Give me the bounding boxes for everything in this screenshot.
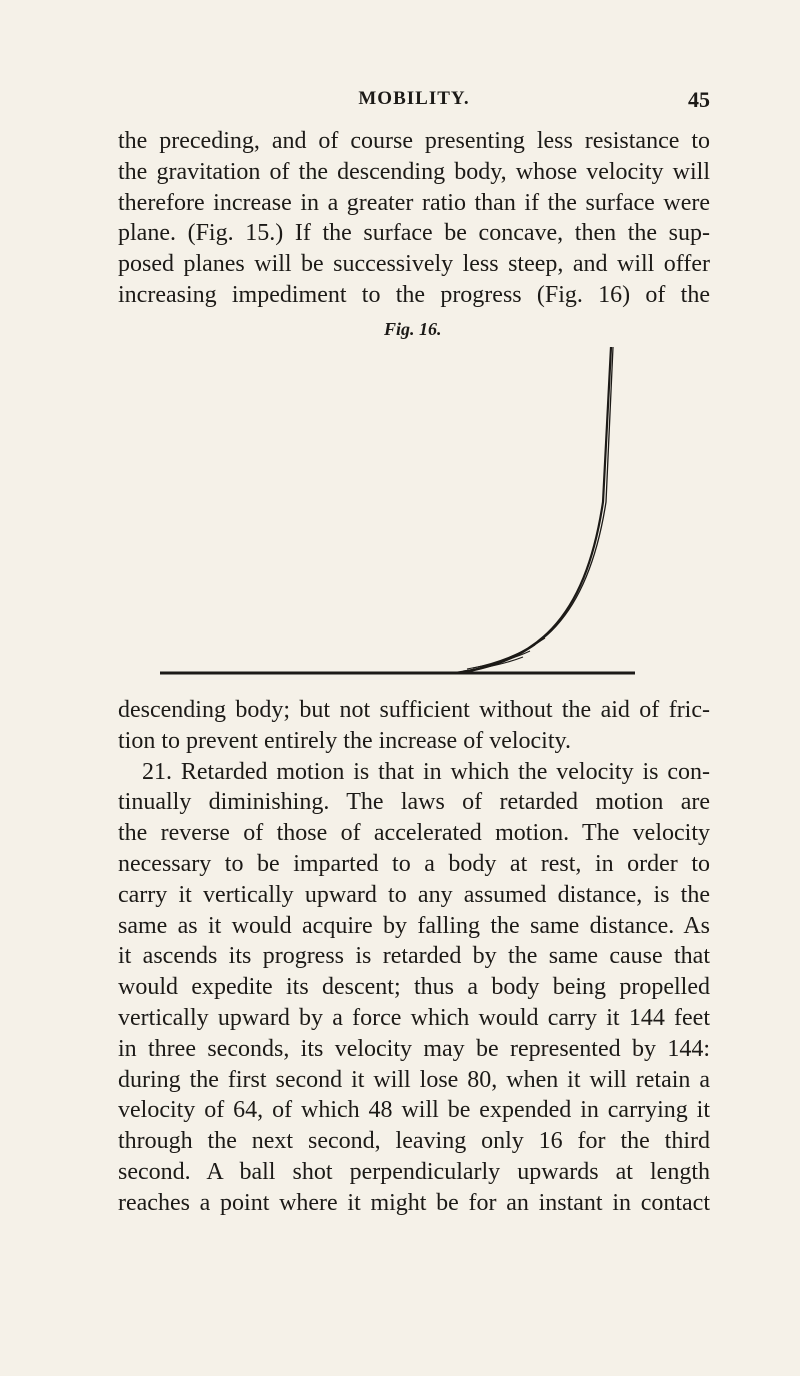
text-line: same as it would acquire by falling the same distance. As (118, 912, 710, 939)
running-title: MOBILITY. (358, 88, 470, 109)
text-line: increasing impediment to the progress (Fig. 16) of the (118, 281, 710, 308)
page-number: 45 (688, 87, 710, 112)
text-line: plane. (Fig. 15.) If the surface be concave, then the sup- (118, 220, 710, 247)
text-line: reaches a point where it might be for an instant in contact (118, 1189, 710, 1216)
figure-label: Fig. 16. (384, 319, 442, 339)
text-line: posed planes will be successively less steep, and will offer (118, 251, 710, 278)
text-line: in three seconds, its velocity may be represented by 144: (118, 1035, 710, 1062)
text-line: during the first second it will lose 80, when it will retain a (118, 1066, 710, 1093)
text-line: 21. Retarded motion is that in which the velocity is con- (142, 758, 710, 785)
text-line: the reverse of those of accelerated motion. The velocity (118, 820, 710, 847)
text-line: it ascends its progress is retarded by the same cause that (118, 943, 710, 970)
paragraph-bottom (118, 695, 710, 1219)
text-line: necessary to be imparted to a body at rest, in order to (118, 850, 710, 877)
text-line: second. A ball shot perpendicularly upwards at length (118, 1158, 710, 1185)
text-line: the preceding, and of course presenting less resistance to (118, 128, 710, 154)
text-line: tion to prevent entirely the increase of velocity. (118, 727, 571, 754)
curve-hatching (473, 645, 535, 668)
text-line: carry it vertically upward to any assumed distance, is the (118, 881, 710, 908)
text-line: tinually diminishing. The laws of retarded motion are (118, 789, 710, 816)
text-line: through the next second, leaving only 16 for the third (118, 1128, 710, 1155)
text-line: therefore increase in a greater ratio than if the surface were (118, 189, 710, 216)
concave-curve-diagram-icon (155, 342, 635, 682)
concave-curve-shadow (461, 347, 613, 673)
text-line: vertically upward by a force which would carry it 144 feet (118, 1004, 710, 1031)
paragraph-top (118, 126, 710, 311)
running-head (118, 88, 710, 116)
concave-curve (455, 347, 611, 673)
text-line: the gravitation of the descending body, whose velocity will (118, 158, 710, 185)
text-line: would expedite its descent; thus a body being propelled (118, 974, 710, 1001)
text-line: descending body; but not sufficient without the aid of fric- (118, 697, 710, 723)
text-line: velocity of 64, of which 48 will be expended in carrying it (118, 1097, 710, 1124)
